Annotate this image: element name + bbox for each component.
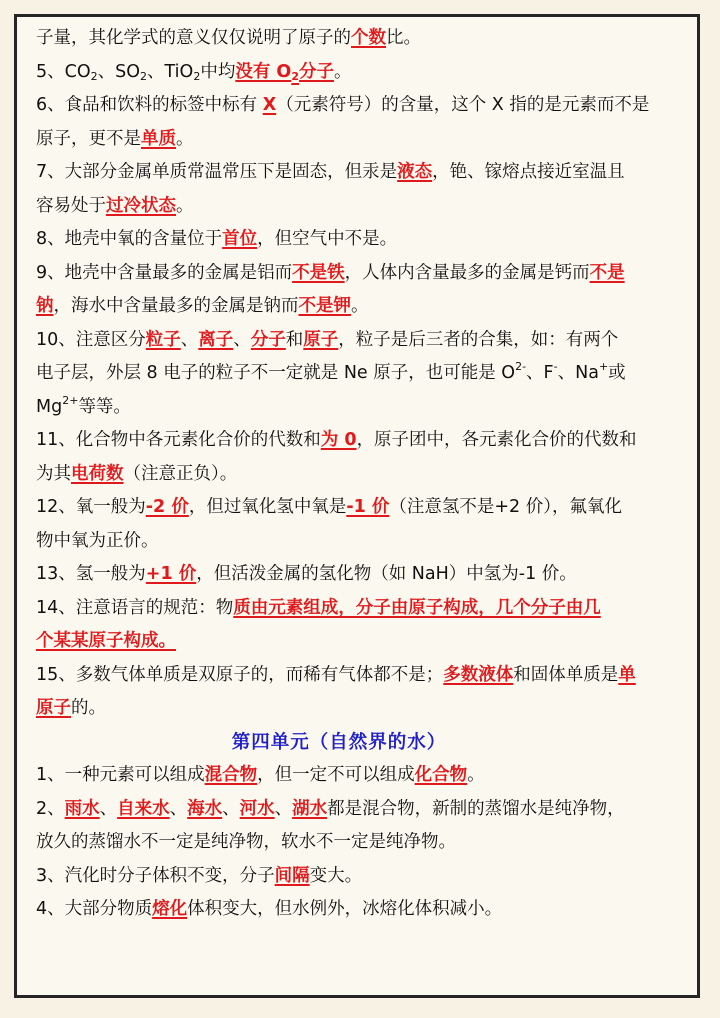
text-segment: 2- — [515, 360, 527, 373]
text-line — [36, 257, 642, 291]
text-segment: 和 — [285, 329, 304, 350]
text-segment: 、Na — [557, 363, 599, 383]
text-segment: 13、氢一般为 — [36, 564, 146, 584]
text-segment: 中均 — [200, 61, 236, 82]
text-segment: 2 — [193, 69, 201, 83]
text-line — [36, 156, 642, 190]
text-line — [36, 290, 642, 324]
highlight-keyword: 单 — [618, 664, 636, 685]
text-line — [36, 525, 642, 559]
text-line — [36, 625, 642, 659]
highlight-keyword: 河水 — [239, 798, 275, 819]
text-segment: 第四单元（自然界的水） — [231, 731, 447, 753]
highlight-keyword: 液态 — [397, 162, 433, 182]
text-line — [36, 391, 642, 425]
highlight-keyword: 没有 O — [235, 61, 292, 82]
text-segment: 14、注意语言的规范：物 — [36, 597, 234, 618]
text-segment: 8、地壳中氧的含量位于 — [36, 229, 223, 249]
text-segment: 1、一种元素可以组成 — [36, 765, 205, 785]
text-segment: - — [553, 360, 558, 373]
text-line — [36, 558, 642, 592]
text-segment: 都是混合物，新制的蒸馏水是纯净物， — [327, 798, 625, 819]
highlight-keyword: 湖水 — [292, 798, 328, 819]
text-segment: 。 — [467, 765, 485, 785]
text-segment: 7、大部分金属单质常温常压下是固态，但汞是 — [36, 162, 398, 182]
text-segment: 、 — [274, 798, 293, 819]
text-segment: Mg — [36, 396, 63, 417]
text-line — [36, 324, 642, 358]
highlight-keyword: +1 价 — [145, 564, 197, 584]
text-line — [36, 793, 642, 827]
text-segment: 变大。 — [309, 865, 363, 886]
text-segment: ，但过氧化氢中氧是 — [188, 497, 347, 517]
text-segment: 为其 — [36, 463, 71, 484]
text-segment: 2 — [140, 69, 148, 83]
text-segment: 电子层，外层 8 电子的粒子不一定就是 Ne 原子，也可能是 O — [36, 363, 516, 383]
text-line — [36, 357, 642, 391]
document-body — [36, 22, 650, 927]
highlight-keyword: 间隔 — [274, 865, 310, 886]
text-segment: 比。 — [386, 28, 421, 48]
highlight-keyword: 自来水 — [117, 798, 170, 819]
highlight-keyword: 个数 — [351, 28, 386, 48]
text-segment: ，但活泼金属的氢化物（如 NaH）中氢为-1 价。 — [196, 564, 577, 584]
text-segment: 。 — [176, 128, 194, 149]
highlight-keyword: 离子 — [198, 329, 234, 350]
text-segment: 5、CO — [36, 61, 91, 82]
highlight-keyword: 熔化 — [152, 899, 188, 919]
highlight-keyword: 质由元素组成，分子由原子构成，几个分子由几 — [233, 597, 601, 618]
text-segment: 或 — [608, 363, 626, 383]
highlight-keyword: 混合物 — [204, 765, 258, 785]
text-segment: 10、注意区分 — [36, 329, 146, 350]
highlight-keyword: 多数液体 — [443, 664, 514, 685]
text-segment: ，海水中含量最多的金属是钠而 — [53, 296, 299, 316]
text-segment: 。 — [351, 296, 369, 316]
text-segment: 、 — [222, 798, 240, 819]
text-line — [36, 22, 642, 56]
text-segment: ，原子团中，各元素化合价的代数和 — [356, 430, 637, 450]
text-segment: 等等。 — [78, 396, 131, 417]
text-segment: + — [598, 360, 609, 373]
text-segment: ，但空气中不是。 — [257, 229, 398, 249]
text-segment: 3、汽化时分子体积不变，分子 — [36, 865, 275, 886]
text-segment: 原子，更不是 — [36, 128, 141, 149]
text-line — [36, 659, 642, 693]
text-segment: 子量，其化学式的意义仅仅说明了原子的 — [36, 28, 351, 48]
text-segment: 、F — [526, 363, 554, 383]
text-segment: 、 — [99, 798, 118, 819]
text-segment: 6、食品和饮料的标签中标有 — [36, 95, 263, 115]
text-line — [36, 759, 642, 793]
highlight-keyword: 单质 — [141, 128, 176, 149]
text-segment: ，但一定不可以组成 — [257, 765, 415, 785]
text-line — [36, 190, 642, 224]
highlight-keyword: 不是 — [589, 262, 625, 283]
text-segment: ，人体内含量最多的金属是钙而 — [344, 262, 590, 283]
text-segment: 2 — [90, 69, 98, 83]
highlight-keyword: 原子 — [303, 329, 339, 350]
text-segment: 4、大部分物质 — [36, 899, 153, 919]
text-segment: 12、氧一般为 — [36, 497, 146, 517]
text-segment: 体积变大，但水例外，冰熔化体积减小。 — [187, 899, 503, 919]
text-line — [36, 424, 642, 458]
text-line — [36, 458, 642, 492]
highlight-keyword: 分子 — [250, 329, 286, 350]
text-segment: ，铯、镓熔点接近室温且 — [432, 162, 625, 182]
highlight-keyword: 个某某原子构成。 — [36, 631, 176, 651]
text-segment: 、 — [233, 329, 251, 350]
text-line — [36, 223, 642, 257]
unit-title — [36, 726, 642, 760]
text-segment: 、TiO — [147, 61, 194, 82]
text-segment: 。 — [176, 195, 194, 216]
text-segment: 的。 — [71, 698, 106, 718]
highlight-keyword: 不是钾 — [298, 296, 351, 316]
highlight-keyword: 钠 — [36, 296, 54, 316]
highlight-keyword: 分子 — [298, 61, 334, 82]
text-line — [36, 860, 642, 894]
text-line — [36, 491, 642, 525]
text-segment: （元素符号）的含量，这个 X 指的是元素而不是 — [276, 95, 650, 115]
text-line — [36, 893, 642, 927]
highlight-keyword: X — [262, 95, 277, 115]
text-segment: （注意氢不是+2 价），氟氧化 — [389, 497, 622, 517]
text-segment: 、 — [169, 798, 188, 819]
text-line — [36, 123, 642, 157]
highlight-keyword: -1 价 — [346, 497, 390, 517]
highlight-keyword: 过冷状态 — [106, 195, 176, 216]
highlight-keyword: 为 0 — [320, 430, 357, 450]
highlight-keyword: 首位 — [222, 229, 258, 249]
text-line — [36, 89, 650, 123]
text-segment: 和固体单质是 — [513, 664, 619, 685]
text-segment: ，粒子是后三者的合集，如：有两个 — [338, 329, 619, 350]
text-line — [36, 592, 642, 626]
highlight-keyword: 海水 — [187, 798, 223, 819]
text-segment: 、 — [180, 329, 199, 350]
text-segment: 2+ — [62, 393, 79, 407]
text-line — [36, 56, 642, 90]
text-segment: 放久的蒸馏水不一定是纯净物，软水不一定是纯净物。 — [36, 832, 456, 852]
highlight-keyword: 原子 — [36, 698, 71, 718]
highlight-keyword: 粒子 — [145, 329, 181, 350]
highlight-keyword: 2 — [291, 69, 299, 83]
text-segment: 容易处于 — [36, 195, 106, 216]
text-segment: 。 — [333, 61, 352, 82]
text-segment: 、SO — [97, 61, 141, 82]
highlight-keyword: 雨水 — [64, 798, 100, 819]
text-segment: （注意正负）。 — [123, 463, 238, 484]
text-line — [36, 826, 642, 860]
highlight-keyword: 化合物 — [414, 765, 468, 785]
text-segment: 15、多数气体单质是双原子的，而稀有气体都不是； — [36, 664, 444, 685]
text-segment: 9、地壳中含量最多的金属是铝而 — [36, 262, 293, 283]
text-segment: 11、化合物中各元素化合价的代数和 — [36, 430, 321, 450]
highlight-keyword: 电荷数 — [71, 463, 124, 484]
highlight-keyword: -2 价 — [145, 497, 189, 517]
text-segment: 物中氧为正价。 — [36, 530, 159, 551]
highlight-keyword: 不是铁 — [292, 262, 345, 283]
text-segment: 2、 — [36, 798, 65, 819]
text-line — [36, 692, 642, 726]
